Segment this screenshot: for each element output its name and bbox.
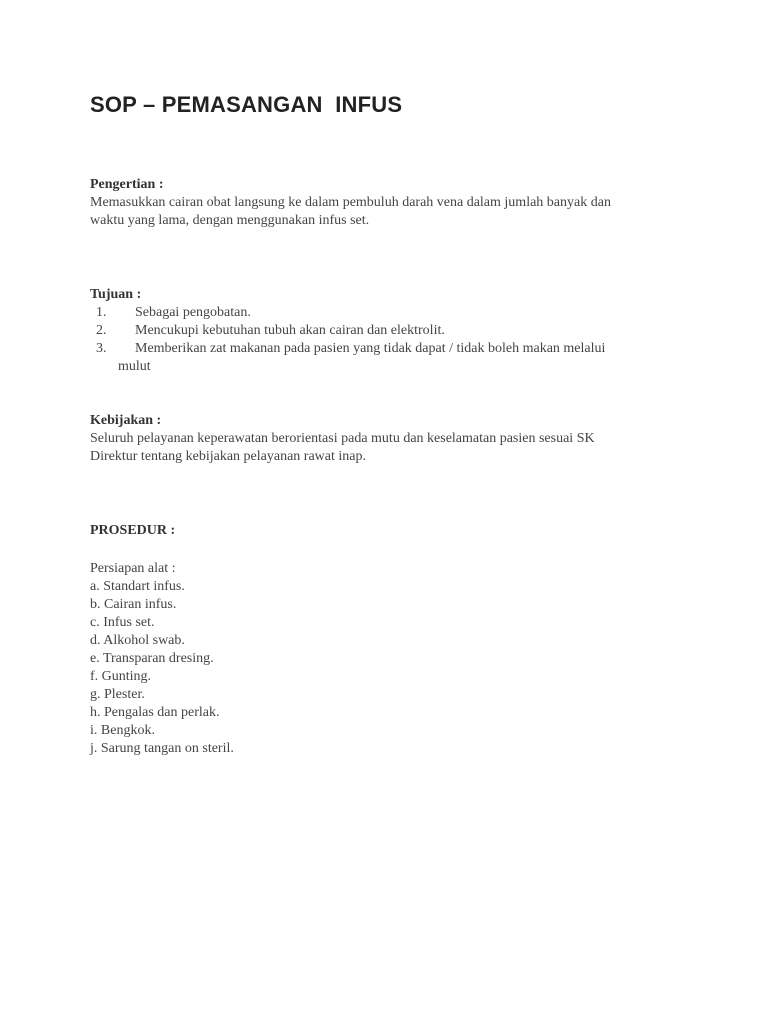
- list-item-text: Memberikan zat makanan pada pasien yang tidak dapat / tidak boleh makan melalui: [135, 341, 606, 356]
- section-tujuan: [90, 286, 680, 376]
- section-pengertian: [90, 176, 680, 230]
- section-prosedur: [90, 522, 680, 540]
- list-item: [90, 322, 680, 340]
- list-item: [90, 340, 680, 376]
- list-item-text: Mencukupi kebutuhan tubuh akan cairan dan elektrolit.: [135, 323, 445, 338]
- list-item: c. Infus set.: [90, 615, 155, 630]
- list-item: i. Bengkok.: [90, 723, 155, 738]
- list-item: d. Alkohol swab.: [90, 633, 185, 648]
- list-item: f. Gunting.: [90, 669, 152, 684]
- list-item: b. Cairan infus.: [90, 597, 177, 612]
- prosedur-heading: PROSEDUR :: [90, 523, 176, 538]
- list-item-text-continuation: mulut: [118, 359, 151, 374]
- tujuan-heading: Tujuan :: [90, 287, 142, 302]
- pengertian-heading: Pengertian :: [90, 177, 164, 192]
- section-kebijakan: [90, 412, 680, 466]
- list-item-text: Sebagai pengobatan.: [135, 305, 251, 320]
- list-item-number: 2.: [96, 323, 107, 338]
- kebijakan-line-1: Seluruh pelayanan keperawatan berorientasi pada mutu dan keselamatan pasien sesuai SK: [90, 431, 595, 446]
- page-title: SOP – PEMASANGAN INFUS: [90, 92, 403, 117]
- kebijakan-heading: Kebijakan :: [90, 413, 162, 428]
- persiapan-alat-label: Persiapan alat :: [90, 561, 176, 576]
- list-item: e. Transparan dresing.: [90, 651, 214, 666]
- list-item: [90, 304, 680, 322]
- list-item-number: 3.: [96, 341, 107, 356]
- list-item: h. Pengalas dan perlak.: [90, 705, 220, 720]
- list-item: g. Plester.: [90, 687, 145, 702]
- list-item: j. Sarung tangan on steril.: [90, 741, 234, 756]
- section-persiapan-alat: [90, 560, 680, 758]
- pengertian-line-1: Memasukkan cairan obat langsung ke dalam pembuluh darah vena dalam jumlah banyak dan: [90, 195, 611, 210]
- list-item-number: 1.: [96, 305, 107, 320]
- persiapan-alat-list: [90, 578, 680, 758]
- pengertian-line-2: waktu yang lama, dengan menggunakan infus set.: [90, 213, 370, 228]
- list-item: a. Standart infus.: [90, 579, 185, 594]
- kebijakan-line-2: Direktur tentang kebijakan pelayanan rawat inap.: [90, 449, 366, 464]
- tujuan-list: [90, 304, 680, 376]
